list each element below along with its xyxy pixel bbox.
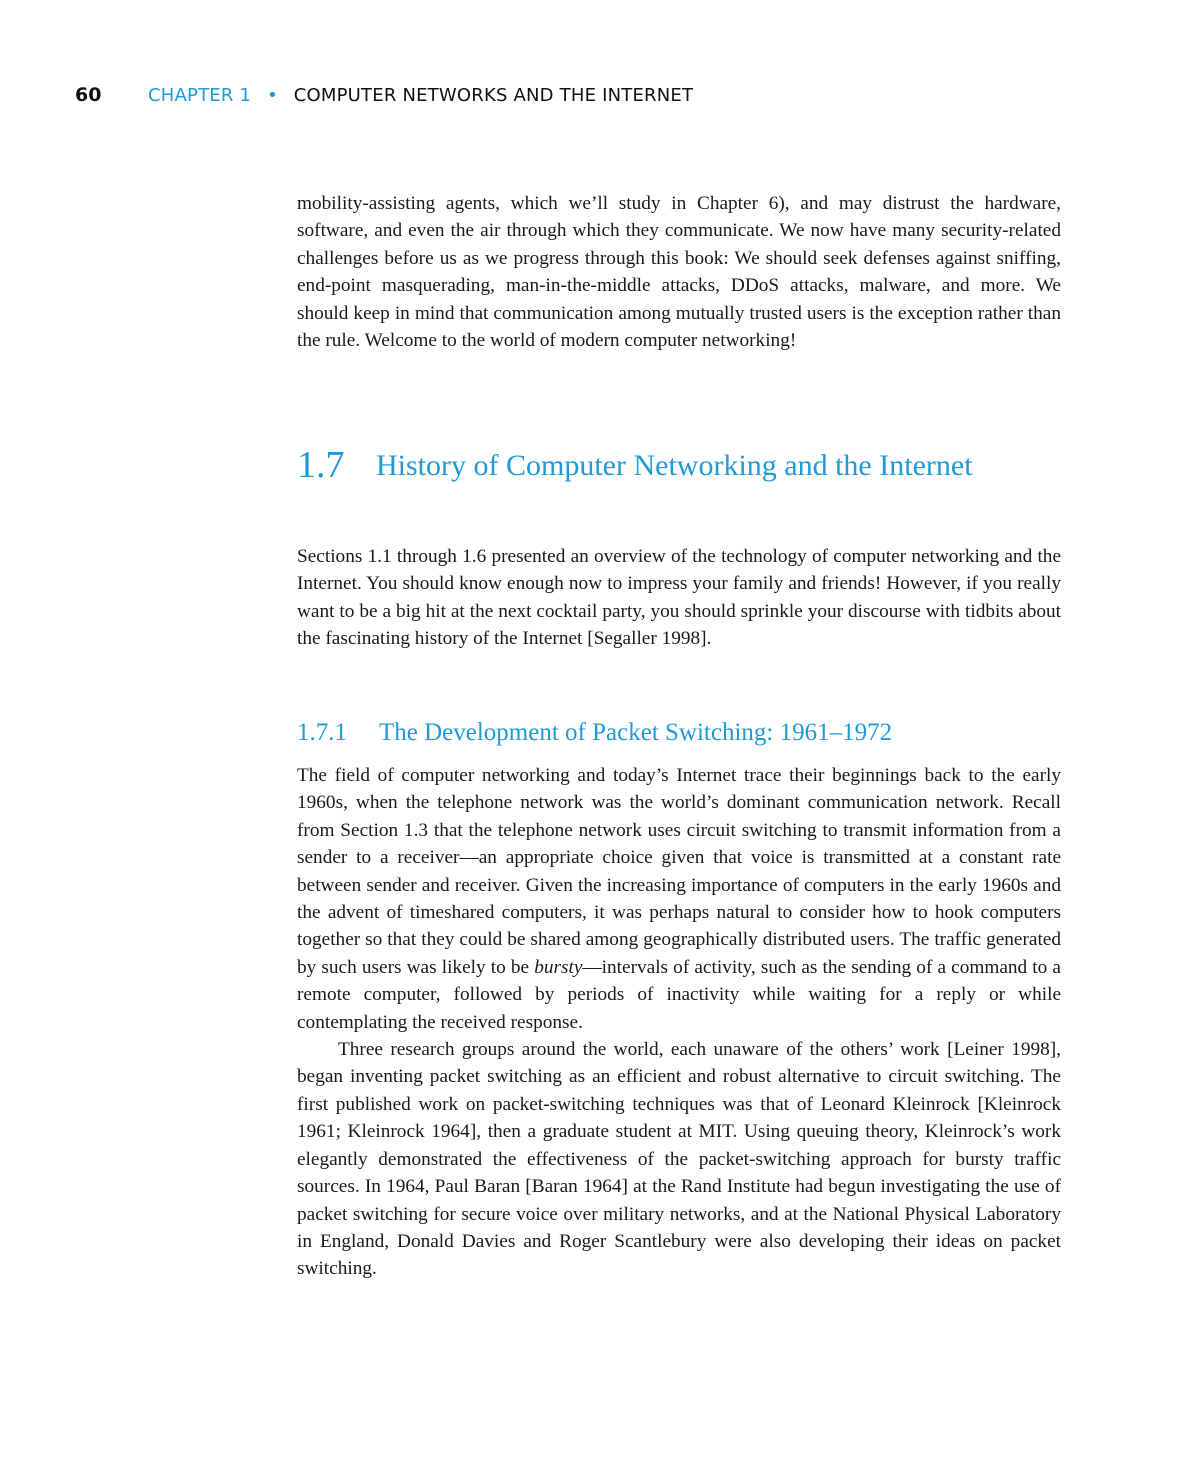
chapter-title: COMPUTER NETWORKS AND THE INTERNET — [293, 85, 694, 106]
header-bullet-separator: • — [267, 85, 278, 106]
section-title: History of Computer Networking and the Internet — [376, 449, 973, 482]
running-header — [75, 84, 693, 112]
emphasized-term: bursty — [534, 956, 583, 978]
subsection-title: The Development of Packet Switching: 1961–1972 — [379, 719, 893, 746]
subsection-paragraph-2: Three research groups around the world, each unaware of the others’ work [Leiner 1998], began inventing packet switching as an efficient and robust alternative to circuit switching. The first published work on packet-switching techniques was that of Leonard Kleinrock [Kleinrock 1961; Kleinrock 1964], then a graduate student at MIT. Using queuing theory, Kleinrock’s work elegantly demonstrated the effectiveness of the packet-switching approach for bursty traffic sources. In 1964, Paul Baran [Baran 1964] at the Rand Institute had begun investigating the use of packet switching for secure voice over military networks, and at the National Physical Laboratory in England, Donald Davies and Roger Scantlebury were also developing their ideas on packet switching. — [297, 1039, 1061, 1280]
subsection-body — [297, 762, 1061, 1283]
section-heading — [297, 442, 976, 485]
paragraph-text: The field of computer networking and today’s Internet trace their beginnings back to the early 1960s, when the telephone network was the world’s dominant communication network. Recall from Section 1.3 that the telephone network uses circuit switching to transmit information from a sender to a receiver—an appropriate choice given that voice is transmitted at a constant rate between sender and receiver. Given the increasing importance of computers in the early 1960s and the advent of timeshared computers, it was perhaps natural to consider how to hook computers together so that they could be shared among geographically distributed users. The traffic generated by such users was likely to be — [297, 765, 1061, 978]
section-intro-paragraph: Sections 1.1 through 1.6 presented an overview of the technology of computer networking and the Internet. You should know enough now to impress your family and friends! However, if you really want to be a big hit at the next cocktail party, you should sprinkle your discourse with tidbits about the fascinating history of the Internet [Segaller 1998]. — [297, 546, 1061, 650]
subsection-paragraph-1 — [297, 762, 1061, 1036]
intro-paragraph: mobility-assisting agents, which we’ll study in Chapter 6), and may distrust the hardware, software, and even the air through which they communicate. We now have many security-related challenges before us as we progress through this book: We should seek defenses against sniffing, end-point masquerading, man-in-the-middle attacks, DDoS attacks, malware, and more. We should keep in mind that communication among mutually trusted users is the exception rather than the rule. Welcome to the world of modern computer networking! — [297, 193, 1061, 352]
intro-block — [297, 190, 1061, 354]
section-number: 1.7 — [297, 444, 345, 486]
page-number: 60 — [75, 84, 102, 106]
chapter-label: CHAPTER 1 — [148, 85, 252, 106]
subsection-heading — [297, 716, 892, 750]
section-intro-block — [297, 543, 1061, 653]
subsection-number: 1.7.1 — [297, 719, 347, 746]
paragraph-text: —intervals of activity, such as the sending of a command to a remote computer, followed by periods of inactivity while waiting for a reply or while contemplating the received response. — [297, 956, 1061, 1033]
